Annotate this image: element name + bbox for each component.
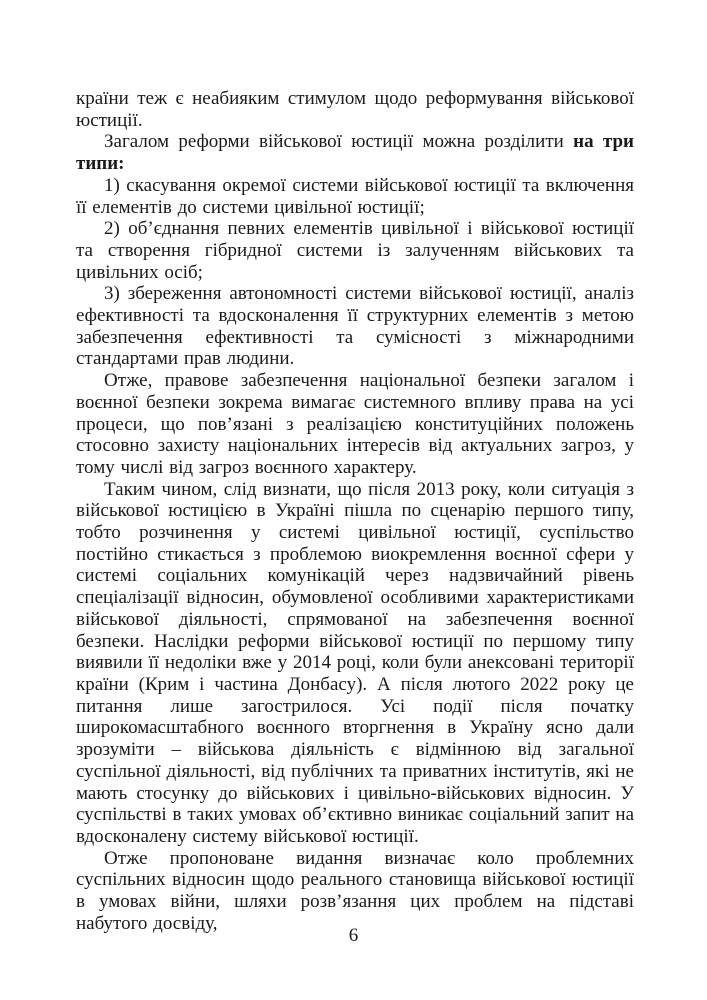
paragraph-text: Загалом реформи військової юстиції можна розділити — [104, 131, 574, 153]
paragraph: Отже пропоноване видання визначає коло проблемних суспільних відносин щодо реального становища військової юстиції в умовах війни, шляхи розв’язання цих проблем на підставі набутого досвіду, — [76, 847, 634, 934]
page-text — [76, 88, 634, 934]
paragraph — [76, 131, 634, 174]
paragraph: Отже, правове забезпечення національної безпеки загалом і воєнної безпеки зокрема вимагає системного впливу права на усі процеси, що пов’язані з реалізацією конституційних положень стосовно захисту національних інтересів від актуальних загроз, у тому числі від загроз воєнного характеру. — [76, 370, 634, 478]
paragraph-list-item: 1) скасування окремої системи військової юстиції та включення її елементів до системи цивільної юстиції; — [76, 174, 634, 218]
paragraph-list-item: 2) об’єднання певних елементів цивільної і військової юстиції та створення гібридної системи із залученням військових та цивільних осіб; — [76, 218, 634, 283]
paragraph: країни теж є неабияким стимулом щодо реформування військової юстиції. — [76, 88, 634, 131]
paragraph: Таким чином, слід визнати, що після 2013 року, коли ситуація з військової юстицією в Україні пішла по сценарію першого типу, тобто розчинення у системі цивільної юстиції, суспільство постійно стикається з проблемою виокремлення воєнної сфери у системі соціальних комунікацій через надзвичайний рівень спеціалізації відносин, обумовленої особливими характеристиками військової діяльності, спрямованої на забезпечення воєнної безпеки. Наслідки реформи військової юстиції по першому типу виявили її недоліки вже у 2014 році, коли були анексовані території країни (Крим і частина Донбасу). А після лютого 2022 року це питання лише загострилося. Усі події після початку широкомасштабного воєнного вторгнення в Україну ясно дали зрозуміти – військова діяльність є відмінною від загальної суспільної діяльності, від публічних та приватних інститутів, які не мають стосунку до військових і цивільно-військових відносин. У суспільстві в таких умовах об’єктивно виникає соціальний запит на вдосконалену систему військової юстиції. — [76, 478, 634, 847]
page-number: 6 — [348, 925, 359, 946]
bold-text: на три типи: — [76, 131, 634, 175]
paragraph-list-item: 3) збереження автономності системи військової юстиції, аналіз ефективності та вдосконалення її структурних елементів з метою забезпечення ефективності та сумісності з міжнародними стандартами прав людини. — [76, 283, 634, 370]
